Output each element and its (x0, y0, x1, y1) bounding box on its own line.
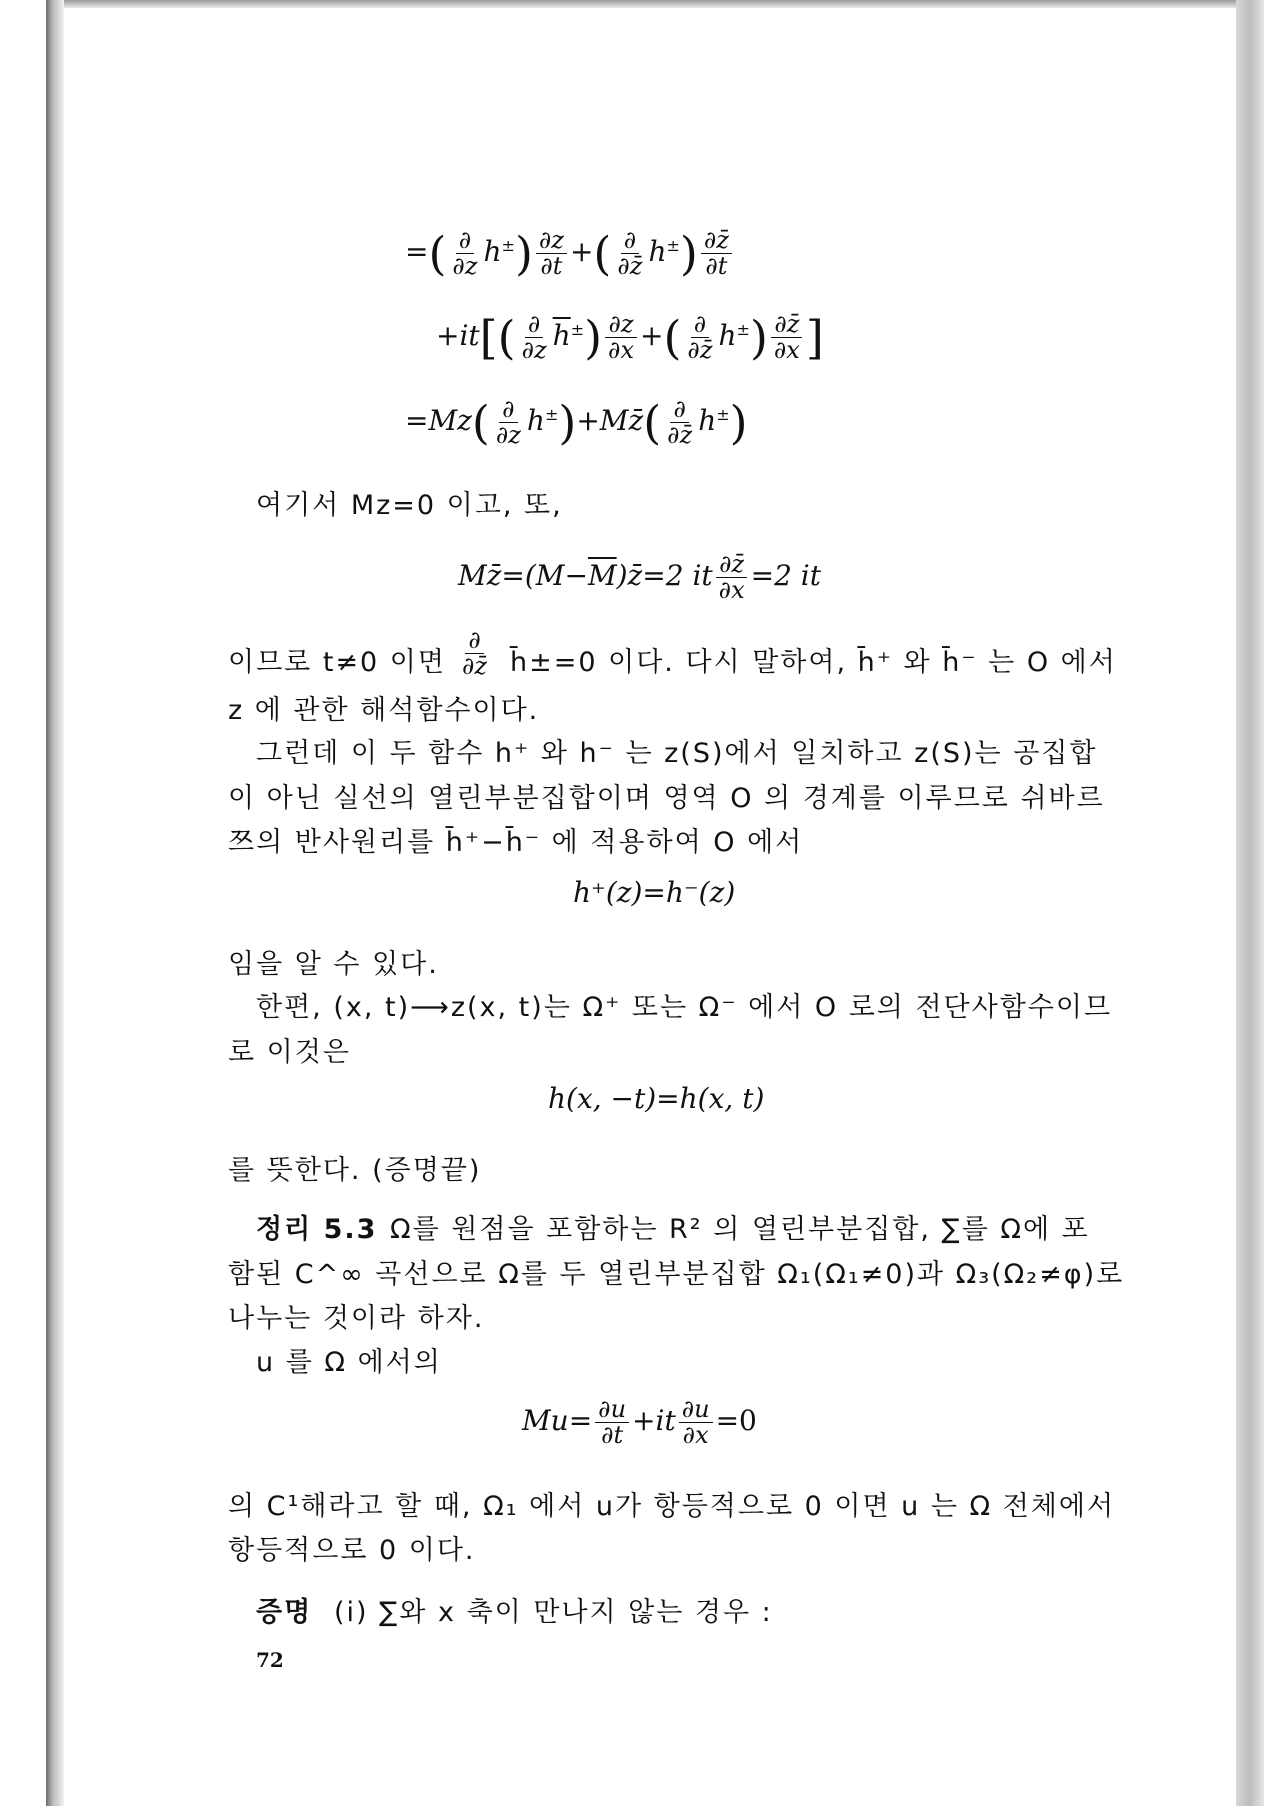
eq-plus: + (569, 235, 594, 269)
frac-num: ∂z̄ (701, 228, 732, 254)
text-line: 로 이것은 (228, 1037, 351, 1068)
eq-plus: + (640, 319, 664, 353)
page-number: 72 (256, 1648, 284, 1672)
eq-fraction (536, 228, 567, 279)
frac-den: ∂z̄ (667, 421, 693, 450)
eq-paren: ( (593, 226, 612, 281)
frac-num: ∂ (621, 228, 639, 254)
eq-Mz: =Mz (405, 404, 472, 438)
eq-part: =2 it (750, 559, 822, 593)
page-top-shadow (46, 0, 1236, 8)
eq-paren: ) (558, 395, 577, 450)
eq-paren: ( (471, 395, 490, 450)
equation-h-symmetry: h(x, −t)=h(x, t) (548, 1082, 765, 1115)
text-line: z 에 관한 해석함수이다. (228, 695, 540, 726)
eq-part: )z̄=2 it (616, 559, 713, 593)
eq-paren: ) (729, 395, 748, 450)
frac-num: ∂ (456, 228, 474, 254)
equation-line-2 (436, 312, 824, 363)
frac-den: ∂t (601, 1421, 624, 1450)
eq-fraction (771, 312, 803, 363)
frac-num: ∂z (605, 312, 636, 338)
eq-bracket: [ (479, 310, 498, 365)
equation-mu (522, 1397, 757, 1448)
eq-pm: ± (736, 319, 750, 339)
frac-den: ∂x (608, 336, 634, 365)
text-line: h̄±=0 이다. 다시 말하여, h̄⁺ 와 h̄⁻ 는 O 에서 (510, 647, 1117, 678)
frac-num: ∂ (670, 397, 688, 423)
frac-den: ∂z (452, 252, 478, 281)
frac-num: ∂z̄ (771, 312, 802, 338)
frac-den: ∂x (773, 336, 800, 365)
eq-h: h (698, 404, 717, 438)
eq-h: h (483, 235, 502, 269)
text-line: u 를 Ω 에서의 (256, 1347, 442, 1378)
eq-pm: ± (501, 235, 515, 255)
theorem-label: 정리 5.3 (256, 1214, 378, 1245)
eq-plus-it: +it (436, 319, 480, 353)
text-line: 여기서 Mz=0 이고, 또, (256, 490, 563, 521)
text-line: (i) ∑와 x 축이 만나지 않는 경우 : (334, 1597, 773, 1628)
text-line: 함된 C^∞ 곡선으로 Ω를 두 열린부분집합 Ω₁(Ω₁≠0)과 Ω₃(Ω₂≠φ)로 (228, 1259, 1125, 1290)
frac-den: ∂x (718, 576, 745, 605)
text-line: 항등적으로 0 이다. (228, 1535, 476, 1566)
eq-pm: ± (716, 404, 730, 424)
frac-den: ∂z (495, 421, 521, 450)
eq-paren: ) (584, 310, 603, 365)
eq-equals: = (405, 235, 429, 269)
frac-den: ∂z (521, 336, 547, 365)
eq-fraction (614, 228, 645, 279)
eq-pm: ± (544, 404, 559, 424)
text-line: 임을 알 수 있다. (228, 949, 439, 980)
eq-paren: ( (497, 310, 516, 365)
text-line: 를 뜻한다. (증명끝) (228, 1155, 482, 1186)
frac-num: ∂ (465, 628, 483, 654)
frac-num: ∂ (499, 397, 517, 423)
inline-fraction (456, 628, 493, 679)
frac-num: ∂z (536, 228, 567, 254)
eq-h: h (648, 235, 667, 269)
text-line: 한편, (x, t)⟶z(x, t)는 Ω⁺ 또는 Ω⁻ 에서 O 로의 전단사함수이므 (256, 992, 1113, 1023)
eq-fraction (701, 228, 732, 279)
eq-fraction (493, 397, 524, 448)
eq-Mzbar: +Mz̄ (576, 404, 644, 438)
page-right-edge (1236, 0, 1264, 1806)
equation-line-1 (405, 228, 735, 279)
eq-fraction (684, 312, 715, 363)
text-line: 이 아닌 실선의 열린부분집합이며 영역 O 의 경계를 이루므로 쉬바르 (228, 783, 1105, 814)
text-line: 나누는 것이라 하자. (228, 1303, 485, 1334)
eq-paren: ) (514, 226, 533, 281)
frac-num: ∂ (691, 312, 709, 338)
eq-part: +it (632, 1404, 676, 1438)
eq-paren: ( (643, 395, 662, 450)
frac-den: ∂z̄ (617, 252, 643, 281)
frac-num: ∂ (525, 312, 543, 338)
text-line: 그런데 이 두 함수 h⁺ 와 h⁻ 는 z(S)에서 일치하고 z(S)는 공집합 (256, 738, 1098, 769)
eq-pm: ± (570, 319, 585, 339)
frac-num: ∂u (679, 1397, 713, 1423)
eq-part: =0 (715, 1404, 757, 1438)
eq-h: h (526, 404, 545, 438)
proof-label: 증명 (256, 1597, 313, 1628)
eq-paren: ( (428, 226, 447, 281)
eq-paren: ) (679, 226, 698, 281)
page-binding-edge (46, 0, 64, 1806)
eq-paren: ) (749, 310, 768, 365)
eq-fraction (605, 312, 637, 363)
eq-bracket: ] (805, 310, 824, 365)
eq-fraction (459, 628, 490, 679)
text-line: 의 C¹해라고 할 때, Ω₁ 에서 u가 항등적으로 0 이면 u 는 Ω 전체에서 (228, 1491, 1116, 1522)
frac-num: ∂u (595, 1397, 629, 1423)
equation-mzbar (458, 552, 821, 603)
text-line: Ω를 원점을 포함하는 R² 의 열린부분집합, ∑를 Ω에 포 (390, 1214, 1090, 1245)
frac-den: ∂t (540, 252, 563, 281)
eq-h: h (718, 319, 737, 353)
eq-fraction (519, 312, 550, 363)
eq-Mbar: $\overline{M}$ (587, 559, 617, 593)
eq-part: Mz̄=(M− (458, 559, 588, 593)
equation-line-3 (405, 397, 748, 448)
frac-den: ∂x (682, 1421, 709, 1450)
frac-den: ∂t (705, 252, 728, 281)
text-line: 쯔의 반사원리를 h̄⁺−h̄⁻ 에 적용하여 O 에서 (228, 827, 804, 858)
eq-paren: ( (663, 310, 682, 365)
eq-fraction (449, 228, 480, 279)
text-line: 이므로 t≠0 이면 (228, 647, 446, 678)
eq-fraction (664, 397, 695, 448)
eq-h: $\overline{h}$ (552, 319, 571, 353)
eq-pm: ± (666, 235, 680, 255)
equation-h-equal: h⁺(z)=h⁻(z) (573, 876, 736, 909)
eq-fraction (679, 1397, 713, 1448)
eq-fraction (716, 552, 748, 603)
frac-den: ∂z̄ (687, 336, 713, 365)
eq-part: Mu= (522, 1404, 593, 1438)
frac-den: ∂z̄ (462, 652, 488, 681)
eq-fraction (595, 1397, 629, 1448)
frac-num: ∂z̄ (716, 552, 747, 578)
